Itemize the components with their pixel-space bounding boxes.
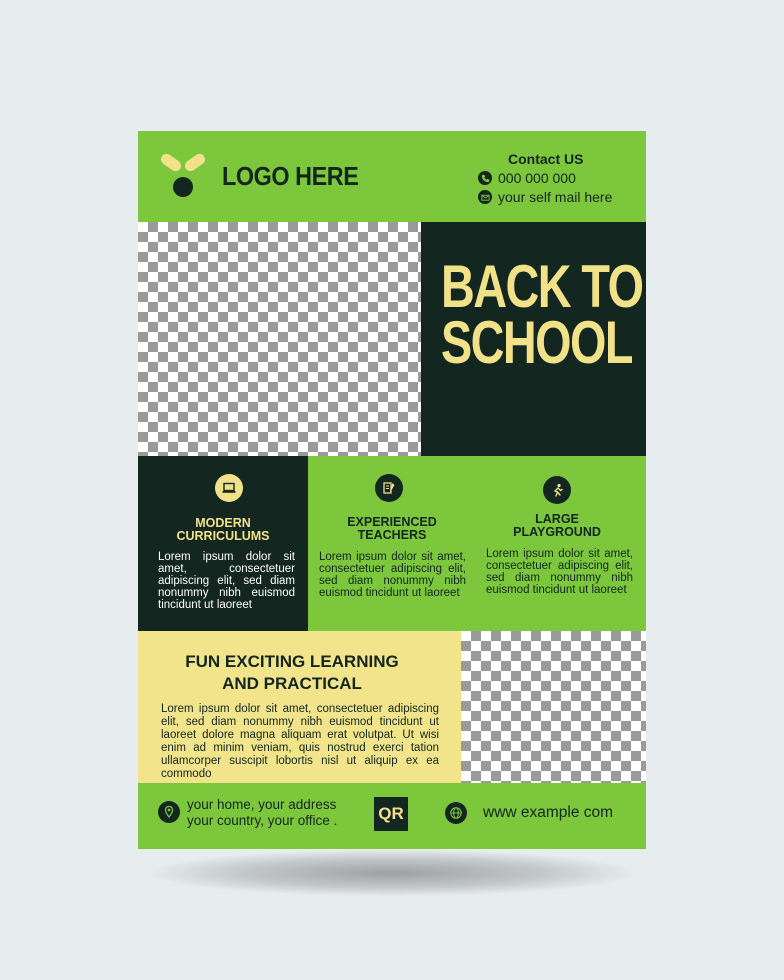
hero-image-placeholder [138,222,421,456]
promo-title [138,651,446,695]
feature-title [138,517,308,543]
location-icon [158,801,180,823]
qr-code-placeholder: QR [374,797,408,831]
feature-modern-curriculums [138,456,308,631]
contact-phone-row [478,170,646,186]
hero-title-line2: SCHOOL [441,309,632,376]
promo-description: Lorem ipsum dolor sit amet, consectetuer adipiscing elit, sed diam nonummy nibh euismod tincidunt ut laoreet dolore magna aliquam erat volutpat. Ut wisi enim ad minim veniam, quis nostrud exerci tation ullamcorper suscipit lobortis nisl ut aliquip ex ea commodo [161,703,439,780]
playground-icon [543,476,571,504]
footer-address [187,797,377,829]
feature-description: Lorem ipsum dolor sit amet, consectetuer adipiscing elit, sed diam nonummy nibh euismod tincidunt ut laoreet [486,548,633,596]
logo-mark-icon [158,151,210,199]
contact-email: your self mail here [498,189,613,205]
feature-description: Lorem ipsum dolor sit amet, consectetuer adipiscing elit, sed diam nonummy nibh euismod tincidunt ut laoreet [319,551,466,599]
promo-title-line1: FUN EXCITING LEARNING [185,652,399,671]
feature-title-line2: TEACHERS [357,528,427,542]
hero-title-line1: BACK TO [441,253,643,320]
contact-phone: 000 000 000 [498,170,576,186]
promo-title-line2: AND PRACTICAL [222,674,362,693]
promo-panel [138,631,461,783]
feature-title-line1: MODERN [195,516,251,530]
feature-title [476,513,638,539]
feature-title-line2: CURRICULUMS [176,529,270,543]
secondary-image-placeholder [461,631,646,783]
phone-icon [478,171,492,185]
feature-title [308,516,476,542]
flyer-shadow [150,850,634,896]
globe-icon [445,802,467,824]
footer-website[interactable]: www example com [483,804,614,821]
feature-title-line1: EXPERIENCED [347,515,437,529]
contact-email-row [478,189,646,205]
feature-large-playground [476,456,646,631]
laptop-icon [215,474,243,502]
feature-description: Lorem ipsum dolor sit amet, consectetuer adipiscing elit, sed diam nonummy nibh euismod tincidunt ut laoreet [158,551,295,611]
feature-title-line2: PLAYGROUND [513,525,601,539]
contact-title: Contact US [508,151,584,167]
hero-title-panel [421,222,646,456]
logo-text: LOGO HERE [222,161,359,191]
footer-address-line1: your home, your address [187,797,337,812]
feature-title-line1: LARGE [535,512,579,526]
book-pen-icon [375,474,403,502]
footer-address-line2: your country, your office . [187,813,338,828]
mail-icon [478,190,492,204]
feature-experienced-teachers [308,456,476,631]
flyer [138,131,646,849]
hero-title [441,253,643,376]
